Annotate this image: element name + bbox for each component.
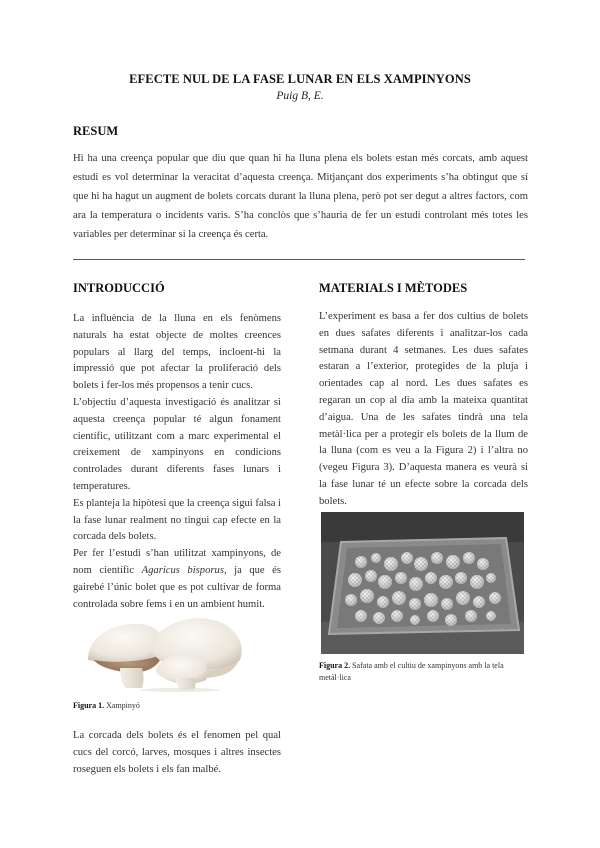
abstract-heading: RESUM [73,124,119,138]
figure2-label: Figura 2. [319,661,351,670]
methods-heading: MATERIALS I MÈTODES [319,281,468,295]
figure1-caption-text: Xampinyó [106,701,140,710]
paper-author: Puig B, E. [276,90,324,102]
methods-body [319,309,528,511]
figure1-caption [73,701,140,710]
methods-paragraph: L’experiment es basa a fer dos cultius de bolets en dues safates diferents i analitzar-los cada setmana durant 4 setmanes. Les dues safates estaran a l’exterior, protegides de la pluja i orientades cap al nord. Les dues safates es regaran un cop al dia amb la mateixa quantitat d’aigua. Una de les safates tindrà una tela metàl·lica per a protegir els bolets de la llum de la lluna (com es veu a la Figura 2) i l’altra no (vegeu Figura 3). D’aquesta manera es veurà si la fase lunar té un efecte sobre la corcada dels bolets. [319,311,528,507]
introduction-text: Per fer l’estudi s’han utilitzat xampinyons, de nom científic [73,548,281,576]
section-divider [73,259,525,260]
introduction-paragraph: Es planteja la hipòtesi que la creença sigui falsa i la fase lunar realment no tingui cap efecte en la corcada dels bolets. [73,497,281,543]
figure2-caption-text: Safata amb el cultiu de xampinyons amb la tela metàl·lica [319,661,504,682]
introduction-text: , ja que és gairebé l’únic bolet que es pot cultivar de forma controlada sobre fems i en un ambient humit. [73,564,281,610]
introduction-paragraph: L’objectiu d’aquesta investigació és analitzar si aquesta creença popular té algun fonament científic, utilitzant com a marc experimental el creixement de xampinyons en condicions controlades durant diferents fases lunars i temperatures. [73,396,281,492]
introduction-paragraph [73,546,281,613]
abstract-text: Hi ha una creença popular que diu que quan hi ha lluna plena els bolets estan més corcats, amb aquest estudi es vol determinar la veracitat d’aquesta creença. Mitjançant dos experiments s’ha obtingut que sí que hi ha hagut un augment de bolets corcats durant la lluna plena, però pot ser degut a altres factors, com ara la temperatura o incidents varis. S’ha conclòs que s’hauria de fer un estudi controlant més totes les variables per determinar si la creença és certa. [73,153,528,240]
introduction-body [73,311,281,613]
introduction-heading: INTRODUCCIÓ [73,281,165,295]
mushroom-tray-image [321,512,524,654]
figure2-caption [319,660,529,684]
species-name: Agaricus bisporus [141,564,224,576]
paper-title: EFECTE NUL DE LA FASE LUNAR EN ELS XAMPINYONS [129,72,471,86]
introduction-paragraph: La corcada dels bolets és el fenomen pel qual cucs del corcó, larves, mosques i altres insectes roseguen els bolets i els fan malbé. [73,730,281,775]
introduction-body-continued [73,728,281,778]
figure1-label: Figura 1. [73,701,105,710]
introduction-paragraph: La influència de la lluna en els fenòmens naturals ha estat objecte de moltes creences populars al llarg del temps, incloent-hi la impressió que pot afectar la proliferació dels bolets i fer-los més propensos a tenir cucs. [73,313,281,392]
mushroom-image [80,610,250,692]
